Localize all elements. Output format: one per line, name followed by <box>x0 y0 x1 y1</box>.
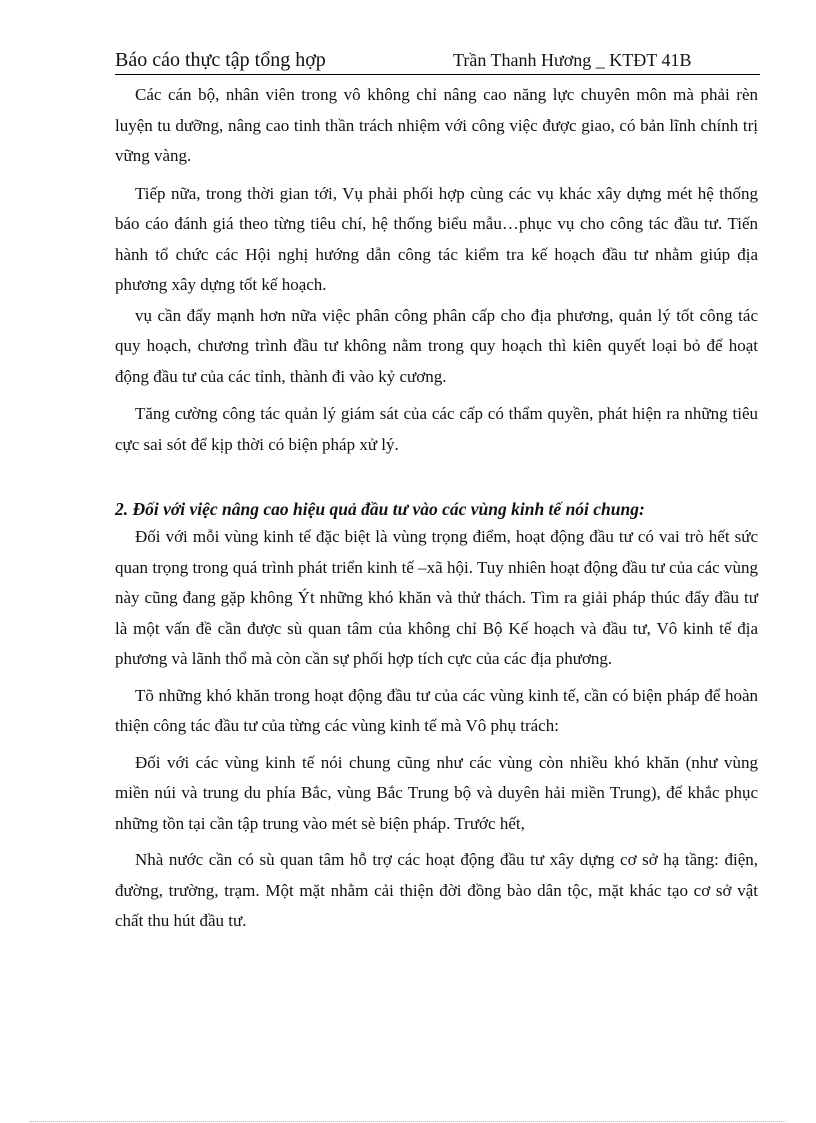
paragraph: Đối với mỗi vùng kinh tế đặc biệt là vùng trọng điểm, hoạt động đầu tư có vai trò hết sức quan trọng trong quá trình phát triển kinh tế –xã hội. Tuy nhiên hoạt động đầu tư của các vùng này cũng đang gặp không Ýt những khó khăn và thử thách. Tìm ra giải pháp thúc đẩy đầu tư là một vấn đề cần được sù quan tâm của không chỉ Bộ Kế hoạch và đầu tư, Vô kinh tế địa phương và lãnh thổ mà còn cần sự phối hợp tích cực của các địa phương. <box>115 527 758 668</box>
author-label: Trần Thanh Hương _ KTĐT 41B <box>453 50 692 70</box>
paragraph: Đối với các vùng kinh tế nói chung cũng như các vùng còn nhiều khó khăn (như vùng miền núi và trung du phía Bắc, vùng Bắc Trung bộ và duyên hải miền Trung), để khắc phục những tồn tại cần tập trung vào mét sè biện pháp. Trước hết, <box>115 752 758 833</box>
paragraph: Nhà nước cần có sù quan tâm hỗ trợ các hoạt động đầu tư xây dựng cơ sở hạ tầng: điện, đường, trường, trạm. Một mặt nhằm cải thiện đời đồng bào dân tộc, mặt khác tạo cơ sở vật chất thu hút đầu tư. <box>115 850 758 930</box>
paragraph: Tõ những khó khăn trong hoạt động đầu tư của các vùng kinh tế, cần có biện pháp để hoàn thiện công tác đầu tư của từng các vùng kinh tế mà Vô phụ trách: <box>115 685 758 735</box>
paragraph: Tiếp nữa, trong thời gian tới, Vụ phải phối hợp cùng các vụ khác xây dựng mét hệ thống báo cáo đánh giá theo từng tiêu chí, hệ thống biểu mẫu…phục vụ cho công tác đầu tư. Tiến hành tổ chức các Hội nghị hướng dẫn công tác kiểm tra kế hoạch đầu tư nhằm giúp địa phương xây dựng tốt kế hoạch. <box>115 183 758 294</box>
footer-divider <box>30 1121 786 1122</box>
paragraph: Các cán bộ, nhân viên trong vô không chỉ nâng cao năng lực chuyên môn mà phải rèn luyện tu dưỡng, nâng cao tinh thần trách nhiệm với công việc được giao, có bản lĩnh chính trị vững vàng. <box>115 85 758 165</box>
paragraph: Tăng cường công tác quản lý giám sát của các cấp có thẩm quyền, phát hiện ra những tiêu cực sai sót để kịp thời có biện pháp xử lý. <box>115 404 758 454</box>
report-title: Báo cáo thực tập tổng hợp <box>115 49 326 71</box>
paragraph: vụ cần đẩy mạnh hơn nữa việc phân công phân cấp cho địa phương, quản lý tốt công tác quy hoạch, chương trình đầu tư không nằm trong quy hoạch thì kiên quyết loại bỏ để hoạt động đầu tư của các tỉnh, thành đi vào kỷ cương. <box>115 305 758 386</box>
page-header <box>115 48 760 75</box>
section-heading: 2. Đối với việc nâng cao hiệu quả đầu tư vào các vùng kinh tế nói chung: <box>115 499 645 519</box>
document-body <box>115 80 758 937</box>
